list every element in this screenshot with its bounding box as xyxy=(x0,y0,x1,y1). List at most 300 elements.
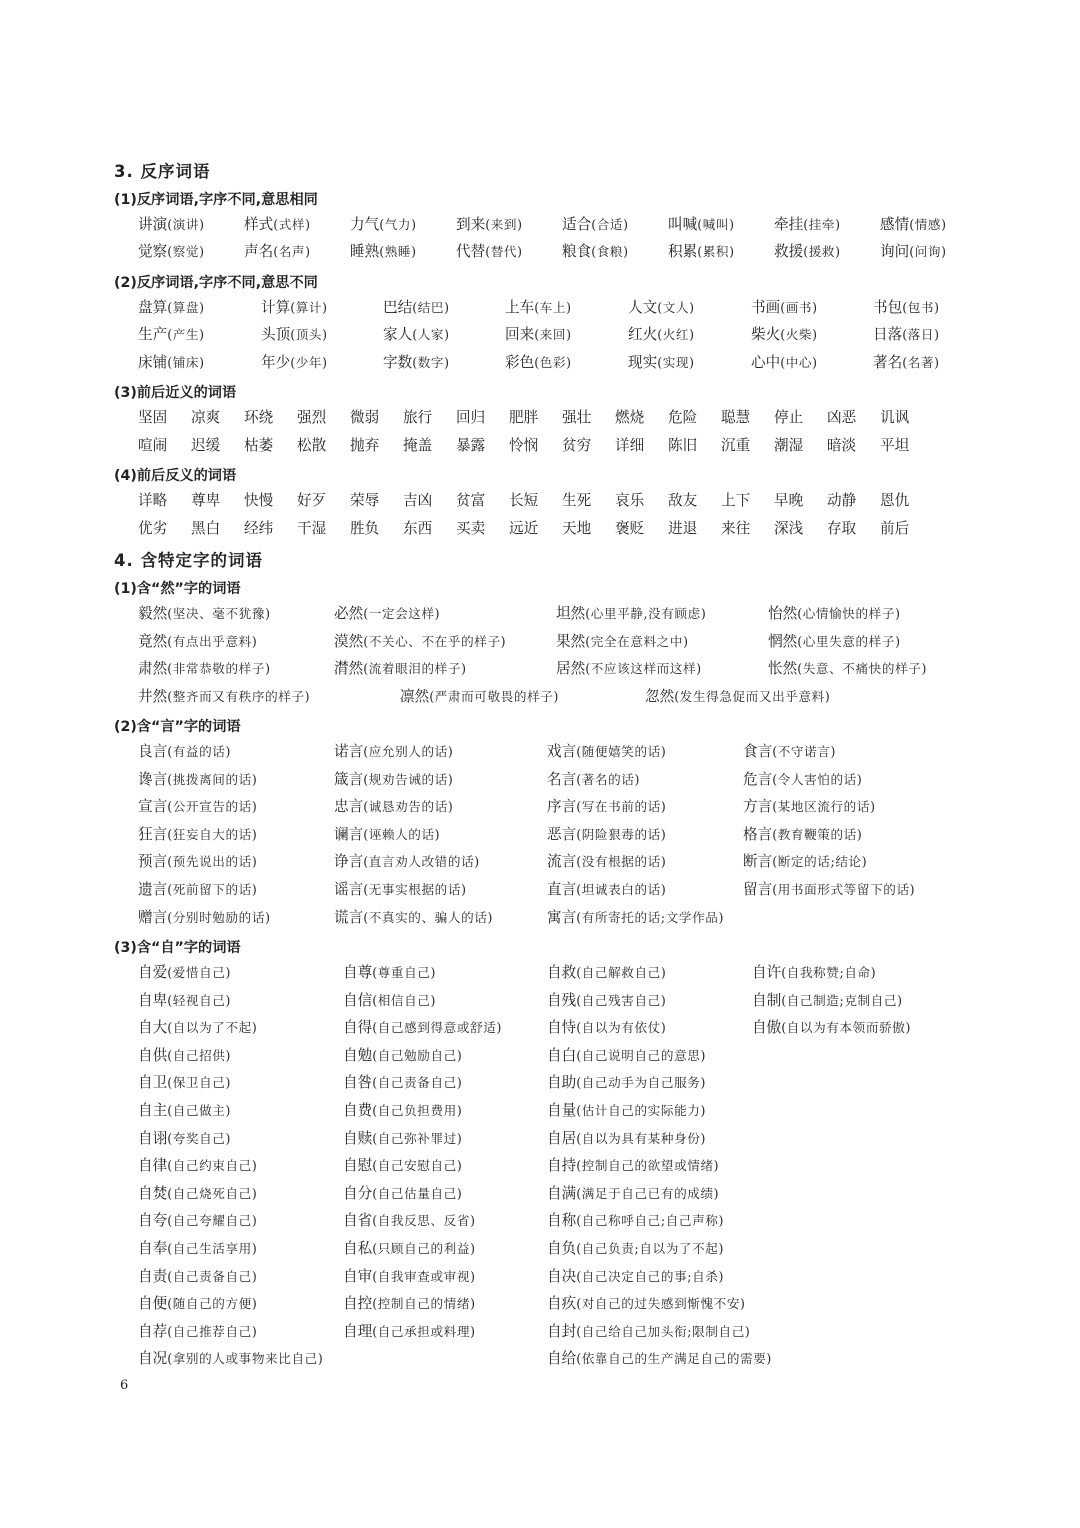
phrase-item xyxy=(343,1266,476,1288)
term: 自荐 xyxy=(138,1322,168,1340)
term: 计算 xyxy=(261,299,291,316)
term: 聪慧 xyxy=(721,409,751,426)
phrase-item xyxy=(138,962,231,984)
gloss: (挑拨离间的话) xyxy=(167,771,258,787)
gloss: (用书面形式等留下的话) xyxy=(772,882,916,897)
term: 井然 xyxy=(138,687,168,705)
phrase-item xyxy=(547,1210,724,1232)
term: 柴火 xyxy=(751,326,781,343)
phrase-item xyxy=(138,741,231,763)
term: 自大 xyxy=(138,1019,168,1037)
term: 自尊 xyxy=(343,964,373,981)
term: 自勉 xyxy=(343,1046,373,1064)
gloss: (对自己的过失感到惭愧不安) xyxy=(576,1296,746,1312)
phrase-item xyxy=(547,1238,724,1260)
phrase-item xyxy=(547,1045,706,1067)
phrase-item xyxy=(752,990,903,1012)
phrase-item xyxy=(138,1072,231,1094)
gloss: (名声) xyxy=(273,244,311,259)
word-item xyxy=(827,490,856,512)
term: 平坦 xyxy=(880,437,910,454)
word-item xyxy=(244,518,273,540)
term: 谣言 xyxy=(334,881,364,898)
term: 自控 xyxy=(343,1295,373,1313)
word-item xyxy=(562,214,629,236)
phrase-item xyxy=(138,1210,257,1232)
term: 竟然 xyxy=(138,632,168,650)
term: 断言 xyxy=(743,853,773,871)
term: 寓言 xyxy=(547,908,577,926)
gloss: (自己做主) xyxy=(167,1103,232,1118)
gloss: (自己负责;自以为了不起) xyxy=(576,1241,725,1256)
gloss: (名著) xyxy=(902,355,940,370)
term: 胜负 xyxy=(350,520,380,537)
term: 自恃 xyxy=(547,1019,577,1037)
term: 长短 xyxy=(509,492,539,509)
phrase-item xyxy=(138,686,310,708)
word-item xyxy=(873,324,940,346)
gloss: (断定的话;结论) xyxy=(772,854,868,870)
phrase-item xyxy=(743,851,867,873)
phrase-row xyxy=(0,1100,1080,1124)
phrase-row xyxy=(0,907,1080,931)
gloss: (自己责备自己) xyxy=(372,1075,463,1091)
word-item xyxy=(138,241,205,263)
term: 著名 xyxy=(873,354,903,371)
gloss: (流着眼泪的样子) xyxy=(363,661,467,677)
term: 自奉 xyxy=(138,1240,168,1257)
term: 流言 xyxy=(547,853,577,871)
term: 居然 xyxy=(556,660,586,678)
term: 存取 xyxy=(827,520,857,537)
gloss: (保卫自己) xyxy=(167,1075,232,1091)
term: 床铺 xyxy=(138,354,168,371)
gloss: (察觉) xyxy=(167,244,205,259)
term: 深浅 xyxy=(774,520,804,537)
word-item xyxy=(138,407,167,429)
gloss: (心里平静,没有顾虑) xyxy=(585,606,707,621)
word-item xyxy=(751,324,818,346)
phrase-row xyxy=(0,1266,1080,1290)
term: 强烈 xyxy=(297,409,327,426)
word-item xyxy=(880,435,909,457)
phrase-item xyxy=(343,1155,462,1177)
term: 自负 xyxy=(547,1240,577,1257)
term: 自夸 xyxy=(138,1212,168,1230)
phrase-item xyxy=(334,769,453,791)
word-item xyxy=(138,435,167,457)
gloss: (相信自己) xyxy=(372,992,437,1008)
word-row xyxy=(0,490,1080,514)
word-item xyxy=(509,518,538,540)
term: 盘算 xyxy=(138,299,168,316)
gloss: (中心) xyxy=(780,355,818,370)
gloss: (累积) xyxy=(697,244,735,259)
word-item xyxy=(880,407,909,429)
gloss: (色彩) xyxy=(534,355,572,370)
word-item xyxy=(721,407,750,429)
gloss: (诬赖人的话) xyxy=(363,826,441,842)
gloss: (依靠自己的生产满足自己的需要) xyxy=(576,1351,772,1367)
term: 自便 xyxy=(138,1295,168,1313)
term: 牵挂 xyxy=(774,216,804,233)
subsection-title: (2)含“言”字的词语 xyxy=(114,719,241,735)
term: 诤言 xyxy=(334,853,364,871)
word-item xyxy=(505,324,572,346)
term: 微弱 xyxy=(350,409,380,426)
term: 询问 xyxy=(880,243,910,260)
term: 格言 xyxy=(743,825,773,843)
gloss: (气力) xyxy=(379,217,417,232)
phrase-item xyxy=(547,1017,666,1039)
term: 黑白 xyxy=(191,520,221,537)
term: 救援 xyxy=(774,243,804,260)
gloss: (自己给自己加头衔;限制自己) xyxy=(576,1323,751,1339)
gloss: (令人害怕的话) xyxy=(772,771,863,787)
term: 自审 xyxy=(343,1267,373,1285)
gloss: (尊重自己) xyxy=(372,965,437,980)
phrase-row xyxy=(0,824,1080,848)
word-item xyxy=(191,518,220,540)
gloss: (挂牵) xyxy=(803,217,841,232)
word-item xyxy=(456,435,485,457)
gloss: (自己动手为自己服务) xyxy=(576,1075,706,1091)
term: 自供 xyxy=(138,1046,168,1064)
word-item xyxy=(138,214,205,236)
term: 自助 xyxy=(547,1074,577,1092)
term: 自卫 xyxy=(138,1074,168,1092)
term: 强壮 xyxy=(562,409,592,426)
phrase-item xyxy=(138,990,231,1012)
term: 年少 xyxy=(261,354,291,371)
gloss: (合适) xyxy=(591,217,629,232)
word-item xyxy=(456,241,523,263)
term: 自称 xyxy=(547,1212,577,1230)
word-item xyxy=(244,435,273,457)
gloss: (控制自己的情绪) xyxy=(372,1296,476,1312)
phrase-item xyxy=(138,1321,257,1343)
phrase-row xyxy=(0,879,1080,903)
gloss: (自以为了不起) xyxy=(167,1020,258,1036)
phrase-item xyxy=(547,851,666,873)
gloss: (包书) xyxy=(902,300,940,315)
phrase-item xyxy=(138,1238,257,1260)
word-item xyxy=(261,297,328,319)
phrase-row xyxy=(0,1128,1080,1152)
phrase-item xyxy=(138,658,271,680)
word-item xyxy=(138,324,205,346)
word-item xyxy=(562,407,591,429)
gloss: (无事实根据的话) xyxy=(363,882,467,897)
gloss: (一定会这样) xyxy=(363,606,441,621)
phrase-item xyxy=(334,658,467,680)
phrase-row xyxy=(0,962,1080,986)
phrase-item xyxy=(334,851,480,873)
term: 自封 xyxy=(547,1322,577,1340)
word-row xyxy=(0,352,1080,376)
term: 宣言 xyxy=(138,798,168,816)
gloss: (不应该这样而这样) xyxy=(585,661,702,677)
term: 坚固 xyxy=(138,409,168,426)
gloss: (结巴) xyxy=(412,300,450,315)
term: 自况 xyxy=(138,1350,168,1368)
word-item xyxy=(880,518,909,540)
gloss: (熟睡) xyxy=(379,244,417,259)
phrase-item xyxy=(138,1017,257,1039)
phrase-item xyxy=(138,631,257,653)
gloss: (自己烧死自己) xyxy=(167,1185,258,1201)
term: 力气 xyxy=(350,216,380,233)
term: 毅然 xyxy=(138,605,168,622)
gloss: (不真实的、骗人的话) xyxy=(363,909,493,925)
gloss: (自以为有依仗) xyxy=(576,1020,667,1036)
phrase-item xyxy=(743,796,876,818)
term: 觉察 xyxy=(138,243,168,260)
term: 远近 xyxy=(509,520,539,537)
phrase-item xyxy=(743,824,862,846)
term: 肃然 xyxy=(138,660,168,678)
phrase-item xyxy=(343,1183,462,1205)
gloss: (不关心、不在乎的样子) xyxy=(363,633,507,649)
phrase-item xyxy=(645,686,830,708)
term: 自理 xyxy=(343,1322,373,1340)
phrase-item xyxy=(343,1128,462,1150)
word-item xyxy=(751,297,818,319)
gloss: (自己负担费用) xyxy=(372,1103,463,1118)
term: 巴结 xyxy=(383,299,413,316)
term: 坦然 xyxy=(556,605,586,622)
phrase-item xyxy=(334,824,440,846)
term: 进退 xyxy=(668,520,698,537)
term: 暗淡 xyxy=(827,437,857,454)
phrase-item xyxy=(556,603,706,625)
word-item xyxy=(297,518,326,540)
gloss: (不守诺言) xyxy=(772,744,837,759)
term: 自律 xyxy=(138,1157,168,1175)
term: 自满 xyxy=(547,1184,577,1202)
gloss: (坦诚表白的话) xyxy=(576,882,667,897)
word-item xyxy=(628,352,695,374)
term: 回归 xyxy=(456,409,486,426)
word-item xyxy=(628,297,695,319)
term: 好歹 xyxy=(297,492,327,509)
phrase-row xyxy=(0,631,1080,655)
phrase-item xyxy=(768,631,901,653)
word-item xyxy=(456,214,523,236)
phrase-item xyxy=(547,990,666,1012)
term: 粮食 xyxy=(562,243,592,260)
gloss: (情感) xyxy=(909,217,947,232)
phrase-row xyxy=(0,796,1080,820)
gloss: (著名的话) xyxy=(576,771,641,787)
word-item xyxy=(562,435,591,457)
gloss: (自我反思、反省) xyxy=(372,1213,476,1229)
word-item xyxy=(383,352,450,374)
gloss: (完全在意料之中) xyxy=(585,633,689,649)
phrase-item xyxy=(343,1045,462,1067)
term: 谰言 xyxy=(334,825,364,843)
word-item xyxy=(721,490,750,512)
gloss: (自己称呼自己;自己声称) xyxy=(576,1213,725,1229)
phrase-item xyxy=(556,658,702,680)
word-row xyxy=(0,324,1080,348)
term: 代替 xyxy=(456,243,486,260)
phrase-row xyxy=(0,1072,1080,1096)
term: 书包 xyxy=(873,299,903,316)
word-item xyxy=(350,214,417,236)
term: 敌友 xyxy=(668,492,698,509)
term: 良言 xyxy=(138,743,168,760)
term: 自爱 xyxy=(138,964,168,981)
term: 生死 xyxy=(562,492,592,509)
gloss: (自己责备自己) xyxy=(167,1268,258,1284)
phrase-item xyxy=(547,741,666,763)
gloss: (自己解救自己) xyxy=(576,965,667,980)
term: 吉凶 xyxy=(403,492,433,509)
phrase-row xyxy=(0,1183,1080,1207)
gloss: (自己招供) xyxy=(167,1047,232,1063)
term: 预言 xyxy=(138,853,168,871)
term: 怡然 xyxy=(768,605,798,622)
word-item xyxy=(244,490,273,512)
term: 自救 xyxy=(547,964,577,981)
term: 自责 xyxy=(138,1267,168,1285)
term: 自省 xyxy=(343,1212,373,1230)
term: 上车 xyxy=(505,299,535,316)
gloss: (估计自己的实际能力) xyxy=(576,1103,706,1118)
term: 叫喊 xyxy=(668,216,698,233)
term: 自给 xyxy=(547,1350,577,1368)
term: 自私 xyxy=(343,1240,373,1257)
word-item xyxy=(191,407,220,429)
phrase-item xyxy=(138,1348,323,1370)
phrase-item xyxy=(547,796,666,818)
gloss: (满足于自己已有的成绩) xyxy=(576,1185,720,1201)
phrase-row xyxy=(0,1348,1080,1372)
term: 自傲 xyxy=(752,1019,782,1037)
word-item xyxy=(138,518,167,540)
phrase-item xyxy=(343,1321,476,1343)
term: 抛弃 xyxy=(350,437,380,454)
phrase-item xyxy=(752,1017,911,1039)
term: 燃烧 xyxy=(615,409,645,426)
gloss: (自以为具有某种身份) xyxy=(576,1130,706,1146)
term: 怜悯 xyxy=(509,437,539,454)
phrase-item xyxy=(334,603,440,625)
word-item xyxy=(827,435,856,457)
gloss: (分别时勉励的话) xyxy=(167,909,271,925)
gloss: (画书) xyxy=(780,300,818,315)
term: 喧闹 xyxy=(138,437,168,454)
term: 直言 xyxy=(547,881,577,898)
word-item xyxy=(751,352,818,374)
term: 潮湿 xyxy=(774,437,804,454)
term: 前后 xyxy=(880,520,910,537)
gloss: (公开宣告的话) xyxy=(167,799,258,815)
term: 生产 xyxy=(138,326,168,343)
gloss: (心情愉快的样子) xyxy=(797,606,901,621)
term: 凉爽 xyxy=(191,409,221,426)
word-item xyxy=(668,518,697,540)
word-item xyxy=(138,297,205,319)
gloss: (火柴) xyxy=(780,327,818,342)
gloss: (整齐而又有秩序的样子) xyxy=(167,688,311,704)
phrase-item xyxy=(547,879,666,901)
gloss: (演讲) xyxy=(167,217,205,232)
gloss: (坚决、毫不犹豫) xyxy=(167,606,271,621)
phrase-row xyxy=(0,603,1080,627)
word-item xyxy=(383,297,450,319)
term: 自主 xyxy=(138,1102,168,1119)
gloss: (教育鞭策的话) xyxy=(772,826,863,842)
term: 恶言 xyxy=(547,825,577,843)
word-item xyxy=(138,352,205,374)
term: 肥胖 xyxy=(509,409,539,426)
gloss: (预先说出的话) xyxy=(167,854,258,870)
term: 名言 xyxy=(547,770,577,788)
subsection-title: (2)反序词语,字序不同,意思不同 xyxy=(114,275,318,291)
phrase-item xyxy=(343,1072,462,1094)
gloss: (问询) xyxy=(909,244,947,259)
phrase-item xyxy=(547,769,640,791)
term: 食言 xyxy=(743,743,773,760)
term: 声名 xyxy=(244,243,274,260)
phrase-item xyxy=(138,907,271,929)
gloss: (铺床) xyxy=(167,355,205,370)
phrase-row xyxy=(0,1293,1080,1317)
term: 潸然 xyxy=(334,660,364,678)
gloss: (没有根据的话) xyxy=(576,854,667,870)
phrase-item xyxy=(547,1128,706,1150)
term: 枯萎 xyxy=(244,437,274,454)
word-item xyxy=(873,352,940,374)
term: 经纬 xyxy=(244,520,274,537)
phrase-item xyxy=(547,1072,706,1094)
phrase-row xyxy=(0,1017,1080,1041)
term: 样式 xyxy=(244,216,274,233)
word-item xyxy=(774,214,841,236)
term: 褒贬 xyxy=(615,520,645,537)
term: 自制 xyxy=(752,991,782,1009)
gloss: (自己承担或料理) xyxy=(372,1323,476,1339)
term: 哀乐 xyxy=(615,492,645,509)
gloss: (实现) xyxy=(657,355,695,370)
term: 早晚 xyxy=(774,492,804,509)
phrase-item xyxy=(138,824,257,846)
phrase-item xyxy=(343,1293,476,1315)
term: 留言 xyxy=(743,881,773,898)
term: 自持 xyxy=(547,1157,577,1175)
gloss: (诚恳劝告的话) xyxy=(363,799,454,815)
term: 自许 xyxy=(752,964,782,981)
gloss: (爱惜自己) xyxy=(167,965,232,980)
term: 日落 xyxy=(873,326,903,343)
word-row xyxy=(0,435,1080,459)
gloss: (自己弥补罪过) xyxy=(372,1130,463,1146)
term: 快慢 xyxy=(244,492,274,509)
word-item xyxy=(456,407,485,429)
term: 暴露 xyxy=(456,437,486,454)
phrase-item xyxy=(334,907,493,929)
gloss: (某地区流行的话) xyxy=(772,799,876,815)
word-item xyxy=(562,490,591,512)
gloss: (火红) xyxy=(657,327,695,342)
word-item xyxy=(827,518,856,540)
phrase-item xyxy=(138,1266,257,1288)
term: 自得 xyxy=(343,1019,373,1037)
term: 谗言 xyxy=(138,770,168,788)
gloss: (自己夸耀自己) xyxy=(167,1213,258,1229)
